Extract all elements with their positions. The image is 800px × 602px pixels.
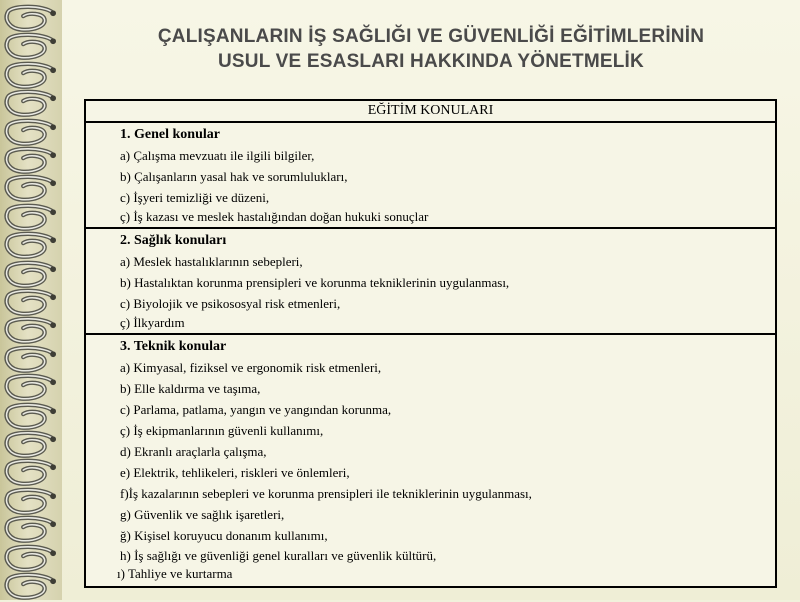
list-item: c) İşyeri temizliği ve düzeni, [120,190,270,205]
section-technical [86,335,775,582]
list-item: g) Güvenlik ve sağlık işaretleri, [120,507,285,522]
list-item: b) Çalışanların yasal hak ve sorumlulukları, [120,169,348,184]
spiral-binding [0,0,62,600]
list-item: a) Çalışma mevzuatı ile ilgili bilgiler, [120,148,315,163]
binding-ring-icon [2,231,56,261]
binding-ring-icon [2,316,56,346]
section-heading: 3. Teknik konular [120,339,227,354]
table-header: EĞİTİM KONULARI [86,101,775,123]
page-title [62,24,800,74]
binding-ring-icon [2,544,56,574]
section-heading: 1. Genel konular [120,127,220,142]
list-item: b) Hastalıktan korunma prensipleri ve korunma tekniklerinin uygulanması, [120,275,510,290]
binding-ring-icon [2,430,56,460]
list-item: ç) İş ekipmanlarının güvenli kullanımı, [120,423,324,438]
binding-ring-icon [2,345,56,375]
binding-ring-icon [2,61,56,91]
list-item: ç) İş kazası ve meslek hastalığından doğan hukuki sonuçlar [120,209,429,224]
title-line-2: USUL VE ESASLARI HAKKINDA YÖNETMELİK [218,51,644,72]
binding-ring-icon [2,458,56,488]
binding-ring-icon [2,4,56,34]
list-item: a) Meslek hastalıklarının sebepleri, [120,254,303,269]
list-item: f)İş kazalarının sebepleri ve korunma prensipleri ile tekniklerinin uygulanması, [120,486,532,501]
binding-ring-icon [2,572,56,602]
binding-ring-icon [2,373,56,403]
section-general [86,123,775,229]
binding-ring-icon [2,203,56,233]
binding-ring-icon [2,288,56,318]
list-item: h) İş sağlığı ve güvenliği genel kuralları ve güvenlik kültürü, [120,548,437,563]
list-item: ğ) Kişisel koruyucu donanım kullanımı, [120,528,328,543]
list-item: c) Biyolojik ve psikososyal risk etmenleri, [120,296,341,311]
list-item: b) Elle kaldırma ve taşıma, [120,381,261,396]
binding-ring-icon [2,118,56,148]
binding-ring-icon [2,32,56,62]
title-line-1: ÇALIŞANLARIN İŞ SAĞLIĞI VE GÜVENLİĞİ EĞİTİMLERİNİN [157,26,705,47]
section-heading: 2. Sağlık konuları [120,233,227,248]
binding-ring-icon [2,402,56,432]
training-topics-table [84,99,777,588]
list-item: e) Elektrik, tehlikeleri, riskleri ve önlemleri, [120,465,350,480]
list-item: d) Ekranlı araçlarla çalışma, [120,444,267,459]
binding-ring-icon [2,89,56,119]
binding-ring-icon [2,174,56,204]
list-item: ç) İlkyardım [120,315,185,330]
binding-ring-icon [2,487,56,517]
list-item: a) Kimyasal, fiziksel ve ergonomik risk etmenleri, [120,360,382,375]
binding-ring-icon [2,515,56,545]
binding-ring-icon [2,260,56,290]
binding-ring-icon [2,146,56,176]
list-item: ı) Tahliye ve kurtarma [117,566,233,581]
section-health [86,229,775,335]
list-item: c) Parlama, patlama, yangın ve yangından korunma, [120,402,392,417]
